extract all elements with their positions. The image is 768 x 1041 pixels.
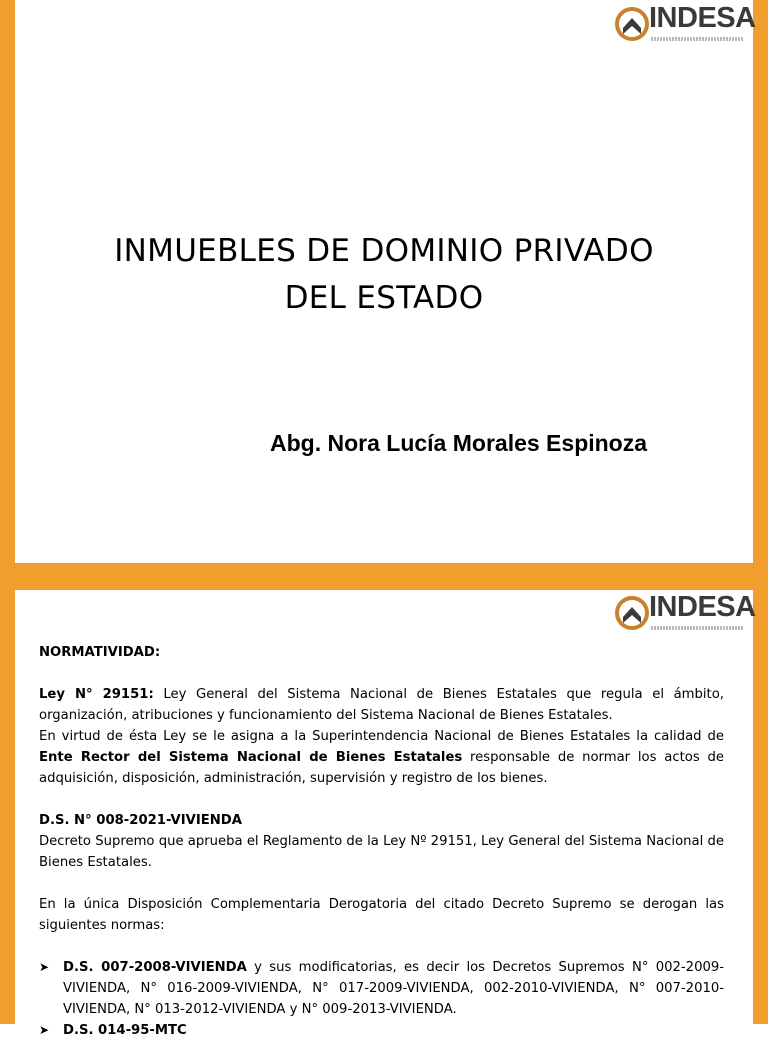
derogatoria-paragraph: En la única Disposición Complementaria Derogatoria del citado Decreto Supremo se derogan las siguientes normas: bbox=[39, 897, 724, 933]
section-heading: NORMATIVIDAD: bbox=[39, 645, 161, 660]
title-line-2: DEL ESTADO bbox=[284, 280, 484, 316]
indesa-logo-icon bbox=[615, 593, 649, 633]
ley-label: Ley N° 29151: bbox=[39, 687, 154, 702]
list-item-label: D.S. 007-2008-VIVIENDA bbox=[63, 960, 247, 975]
virtud-text: En virtud de ésta Ley se le asigna a la Superintendencia Nacional de Bienes Estatales la calidad de bbox=[39, 729, 724, 744]
title-line-1: INMUEBLES DE DOMINIO PRIVADO bbox=[114, 233, 654, 269]
virtud-paragraph bbox=[39, 726, 724, 789]
ds-paragraph: Decreto Supremo que aprueba el Reglamento de la Ley Nº 29151, Ley General del Sistema Nacional de Bienes Estatales. bbox=[39, 834, 724, 870]
ds-heading: D.S. N° 008-2021-VIVIENDA bbox=[39, 813, 242, 828]
list-item bbox=[39, 1020, 724, 1041]
slide-body bbox=[39, 642, 724, 1041]
list-item bbox=[39, 957, 724, 1020]
slide-title bbox=[15, 228, 753, 322]
arrow-bullet-icon: ➤ bbox=[39, 1023, 50, 1037]
list-item-label: D.S. 014-95-MTC bbox=[63, 1023, 187, 1038]
arrow-bullet-icon: ➤ bbox=[39, 960, 50, 974]
ley-paragraph bbox=[39, 684, 724, 726]
indesa-logo bbox=[615, 2, 756, 48]
logo-wordmark: INDESA bbox=[649, 591, 756, 623]
derogated-norms-list bbox=[39, 957, 724, 1041]
indesa-logo bbox=[615, 591, 756, 637]
virtud-tail-text: responsable de normar los actos de adquisición, disposición, administración, supervisión y registro de los bienes. bbox=[39, 750, 724, 786]
logo-tagline bbox=[651, 37, 743, 41]
list-item-text: y sus modificatorias, es decir los Decretos Supremos N° 002-2009-VIVIENDA, N° 016-2009-VIVIENDA, N° 017-2009-VIVIENDA, 002-2010-VIVIENDA, N° 007-2010-VIVIENDA, N° 013-2012-VIVIENDA y N° 009-2013-VIVIENDA. bbox=[63, 960, 725, 1017]
content-slide bbox=[0, 575, 768, 1038]
indesa-logo-icon bbox=[615, 4, 649, 44]
ente-rector-text: Ente Rector del Sistema Nacional de Bienes Estatales bbox=[39, 750, 463, 765]
logo-wordmark: INDESA bbox=[649, 2, 756, 34]
author-name: Abg. Nora Lucía Morales Espinoza bbox=[270, 430, 648, 456]
ley-text: Ley General del Sistema Nacional de Bienes Estatales que regula el ámbito, organización, atribuciones y funcionamiento del Sistema Nacional de Bienes Estatales. bbox=[39, 687, 724, 723]
logo-tagline bbox=[651, 626, 743, 630]
